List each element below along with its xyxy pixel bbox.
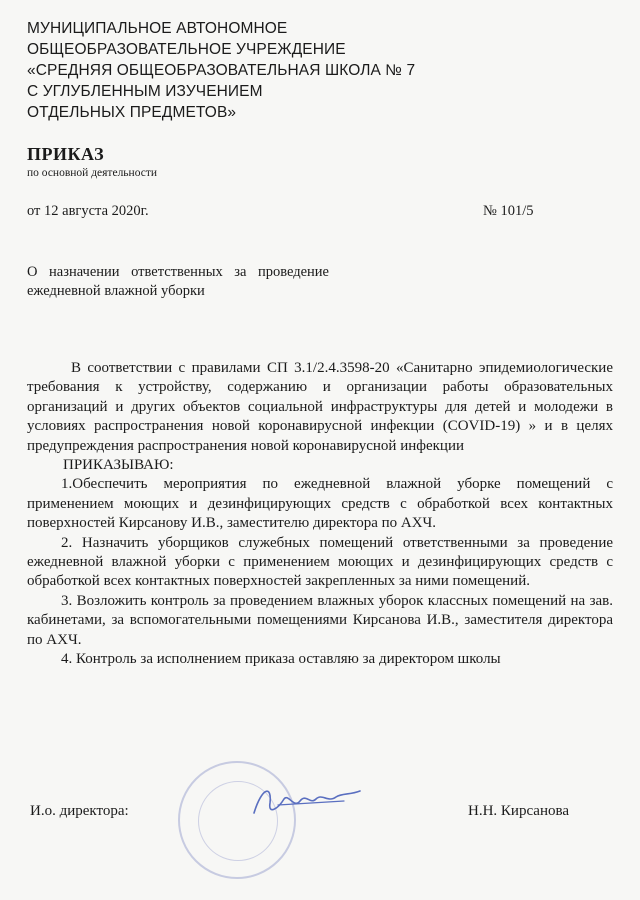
order-item-3: 3. Возложить контроль за проведением влажных уборок классных помещений на зав. кабинетами, за вспомогательными помещениями Кирсанова И.В., заместителя директора по АХЧ. [27,592,613,648]
order-item-2: 2. Назначить уборщиков служебных помещений ответственными за проведение ежедневной влажной уборки с применением моющих и дезинфицирующих средств с обработкой всех контактных поверхностей закрепленных за ними помещений. [27,534,613,590]
order-subtitle: по основной деятельности [27,167,158,179]
order-date: от 12 августа 2020г. [27,203,149,219]
org-line: ОТДЕЛЬНЫХ ПРЕДМЕТОВ» [27,104,237,121]
order-subject: О назначении ответственных за проведение ежедневной влажной уборки [27,264,329,299]
command-word: ПРИКАЗЫВАЮ: [63,457,174,474]
order-number: № 101/5 [483,203,534,219]
org-line: МУНИЦИПАЛЬНОЕ АВТОНОМНОЕ [27,20,288,37]
handwritten-signature [248,779,366,823]
preamble-paragraph: В соответствии с правилами СП 3.1/2.4.3598-20 «Санитарно эпидемиологические требования к устройству, содержанию и организации работы образовательных организаций и других объектов социальной инфраструктуры для детей и молодежи в условиях распространения новой коронавирусной инфекции (COVID-19) » и в целях предупреждения распространения новой коронавирусной инфекции [27,360,613,454]
order-title: ПРИКАЗ [27,144,105,164]
org-line: ОБЩЕОБРАЗОВАТЕЛЬНОЕ УЧРЕЖДЕНИЕ [27,41,346,58]
signatory-role: И.о. директора: [30,803,129,819]
org-line: С УГЛУБЛЕННЫМ ИЗУЧЕНИЕМ [27,83,263,100]
organization-header [27,18,415,123]
order-item-4: 4. Контроль за исполнением приказа оставляю за директором школы [61,651,501,668]
order-body [27,359,613,670]
signatory-name: Н.Н. Кирсанова [468,803,570,819]
order-item-1: 1.Обеспечить мероприятия по ежедневной влажной уборке помещений с применением моющих и дезинфицирующих средств с обработкой всех контактных поверхностей Кирсанову И.В., заместителю директора по АХЧ. [27,476,613,532]
org-line: «СРЕДНЯЯ ОБЩЕОБРАЗОВАТЕЛЬНАЯ ШКОЛА № 7 [27,62,416,79]
